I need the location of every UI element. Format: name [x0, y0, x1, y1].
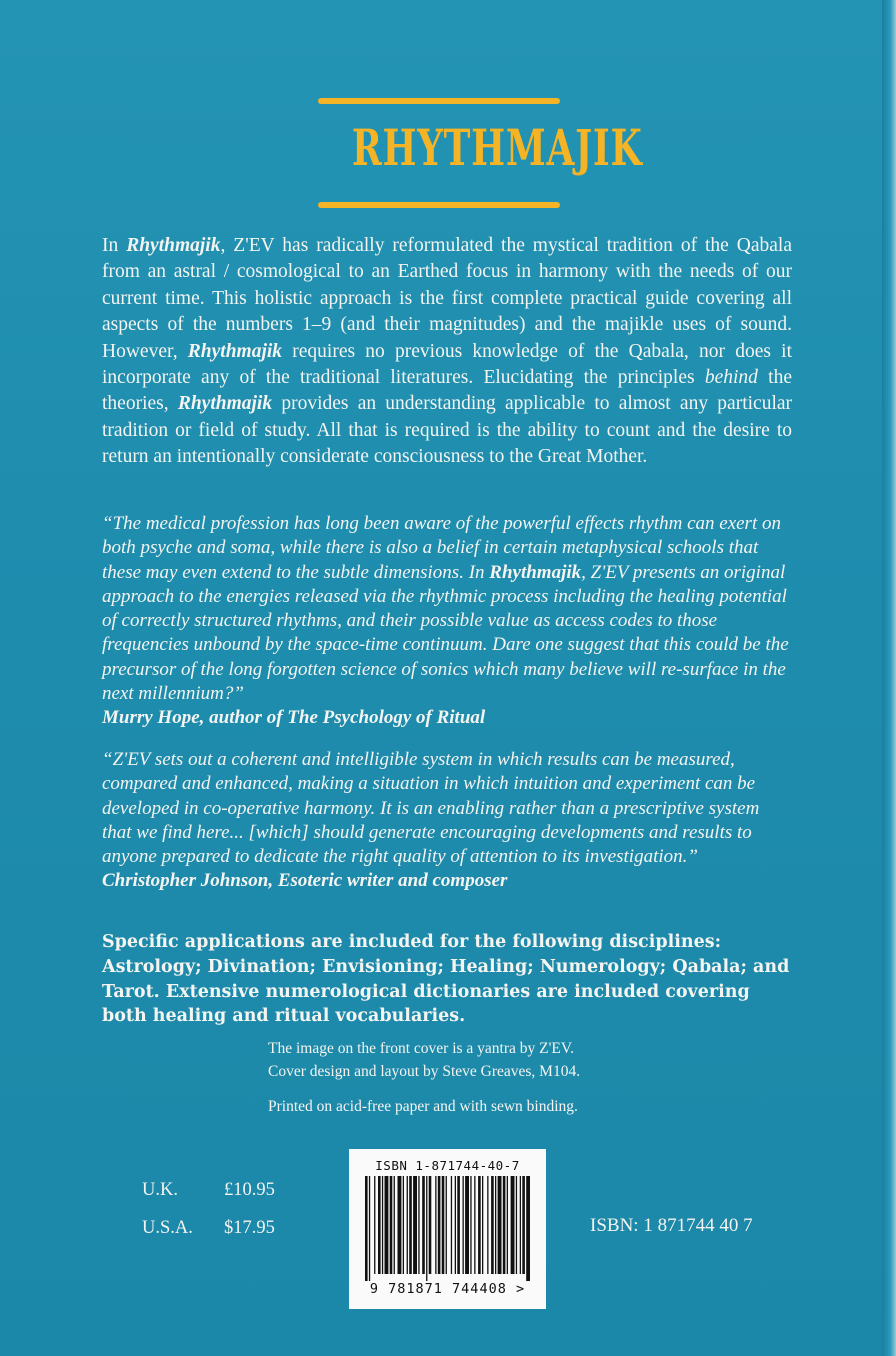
barcode-bar: [413, 1176, 417, 1274]
price-value: £10.95: [224, 1180, 275, 1200]
intro-emphasis: behind: [704, 367, 758, 389]
barcode-bar: [470, 1176, 471, 1274]
barcode-bar: [491, 1176, 494, 1274]
intro-text: requires no previous knowledge of the Qabala, nor does it incorporate any of the traditional literatures. Elucidating the principles: [102, 340, 792, 389]
barcode-bar: [451, 1176, 452, 1274]
price-list: [142, 1180, 275, 1256]
barcode-bar: [487, 1176, 488, 1274]
barcode-bar: [429, 1176, 432, 1274]
barcode-bar: [520, 1176, 521, 1274]
price-row: [142, 1180, 275, 1218]
title-rule-bottom: [318, 202, 560, 208]
barcode-bar: [407, 1176, 408, 1274]
barcode-bar: [409, 1176, 412, 1274]
barcode-bar: [503, 1176, 506, 1274]
barcode-bar: [457, 1176, 460, 1274]
intro-text: In: [102, 235, 127, 256]
barcode-bar: [422, 1176, 425, 1274]
barcode-bar: [463, 1176, 464, 1274]
intro-title-ref: Rhythmajik: [177, 393, 273, 415]
barcode-bar: [382, 1176, 383, 1274]
price-value: $17.95: [224, 1218, 275, 1238]
intro-text: , Z'EV has radically reformulated the mystical tradition of the Qabala from an astral / cosmological to an Earthed focus in harmony with the needs of our current time. This holistic approach is the first complete practical guide covering all aspects of the numbers 1–9 (and their magnitudes) and the majikle uses of sound. However,: [102, 235, 792, 362]
barcode-bar: [438, 1176, 441, 1274]
price-country: U.S.A.: [142, 1218, 193, 1238]
barcode-bar: [474, 1176, 475, 1274]
printing-note: Printed on acid-free paper and with sewn binding.: [268, 1098, 578, 1115]
barcode-isbn-label: ISBN 1-871744-40-7: [375, 1158, 520, 1173]
quote-text: “The medical profession has long been aware of the powerful effects rhythm can exert on both psyche and soma, while there is also a belief in certain metaphysical schools that these may even extend to the subtle dimensions. In: [102, 513, 781, 583]
quote-text: , Z'EV presents an original approach to the energies released via the rhythmic process including the healing potential of correctly structured rhythms, and their possible value as access codes to those frequencies unbound by the space-time continuum. Dare one suggest that this could be the precursor of the long forgotten science of sonics which many believe will re-surface in the next millennium?”: [102, 561, 789, 705]
design-credit: Cover design and layout by Steve Greaves, M104.: [268, 1063, 581, 1080]
barcode-bar: [511, 1176, 515, 1274]
barcode-bar: [398, 1176, 402, 1274]
applications-paragraph: Specific applications are included for the following disciplines: Astrology; Divination; Envisioning; Healing; Numerology; Qabala; and Tarot. Extensive numerological dictionaries are included covering both healing and ritual vocabularies.: [102, 932, 790, 1027]
barcode-bar: [442, 1176, 445, 1274]
cover-image-credit: The image on the front cover is a yantra by Z'EV.: [268, 1040, 574, 1057]
barcode-bar: [455, 1176, 456, 1274]
barcode-bar: [369, 1176, 370, 1281]
barcode-bar: [495, 1176, 496, 1274]
intro-text: the theories,: [102, 367, 792, 415]
book-title: RHYTHMAJIK: [351, 118, 643, 177]
barcode: [349, 1149, 546, 1309]
barcode-bar: [446, 1176, 447, 1274]
barcode-bar: [385, 1176, 389, 1274]
barcode-bar: [378, 1176, 381, 1274]
barcode-bar: [516, 1176, 517, 1274]
intro-title-ref: Rhythmajik: [187, 340, 283, 362]
barcode-digits: 9 781871 744408 >: [369, 1281, 526, 1297]
barcode-bar: [526, 1176, 530, 1281]
barcode-bar: [365, 1176, 368, 1281]
testimonial-johnson: [102, 748, 792, 894]
barcode-bar: [426, 1176, 427, 1281]
barcode-bar: [478, 1176, 481, 1274]
barcode-bar: [374, 1176, 375, 1274]
barcode-bar: [482, 1176, 483, 1274]
barcode-bar: [507, 1176, 508, 1274]
barcode-bar: [498, 1176, 502, 1274]
barcode-bar: [403, 1176, 404, 1274]
intro-paragraph: [102, 233, 792, 471]
price-country: U.K.: [142, 1180, 178, 1200]
isbn-number: ISBN: 1 871744 40 7: [590, 1215, 753, 1236]
title-block: [318, 98, 643, 208]
barcode-bars: [365, 1176, 530, 1281]
barcode-bar: [522, 1176, 525, 1274]
testimonial-hope: [102, 512, 792, 731]
barcode-bar: [435, 1176, 436, 1274]
intro-text: provides an understanding applicable to almost any particular tradition or field of study. All that is required is the ability to count and the desire to return an intentionally considerate consciousness to the Great Mother.: [102, 393, 793, 468]
quote-attribution: Christopher Johnson, Esoteric writer and composer: [102, 870, 508, 892]
barcode-bar: [390, 1176, 393, 1274]
book-edge: [882, 0, 896, 1356]
quote-title-ref: Rhythmajik: [489, 561, 582, 583]
barcode-bar: [465, 1176, 469, 1274]
price-row: [142, 1218, 275, 1256]
quote-text: “Z'EV sets out a coherent and intelligible system in which results can be measured, compared and enhanced, making a situation in which intuition and experiment can be developed in co-operative harmony. It is an enabling rather than a prescriptive system that we find here... [which] should generate encouraging developments and results to anyone prepared to dedicate the right quality of attention to its investigation.”: [102, 749, 760, 868]
barcode-bar: [394, 1176, 395, 1274]
barcode-bar: [418, 1176, 419, 1274]
intro-title-ref: Rhythmajik: [126, 235, 221, 256]
quote-attribution: Murry Hope, author of The Psychology of Ritual: [102, 707, 486, 729]
credits: [268, 1037, 668, 1118]
